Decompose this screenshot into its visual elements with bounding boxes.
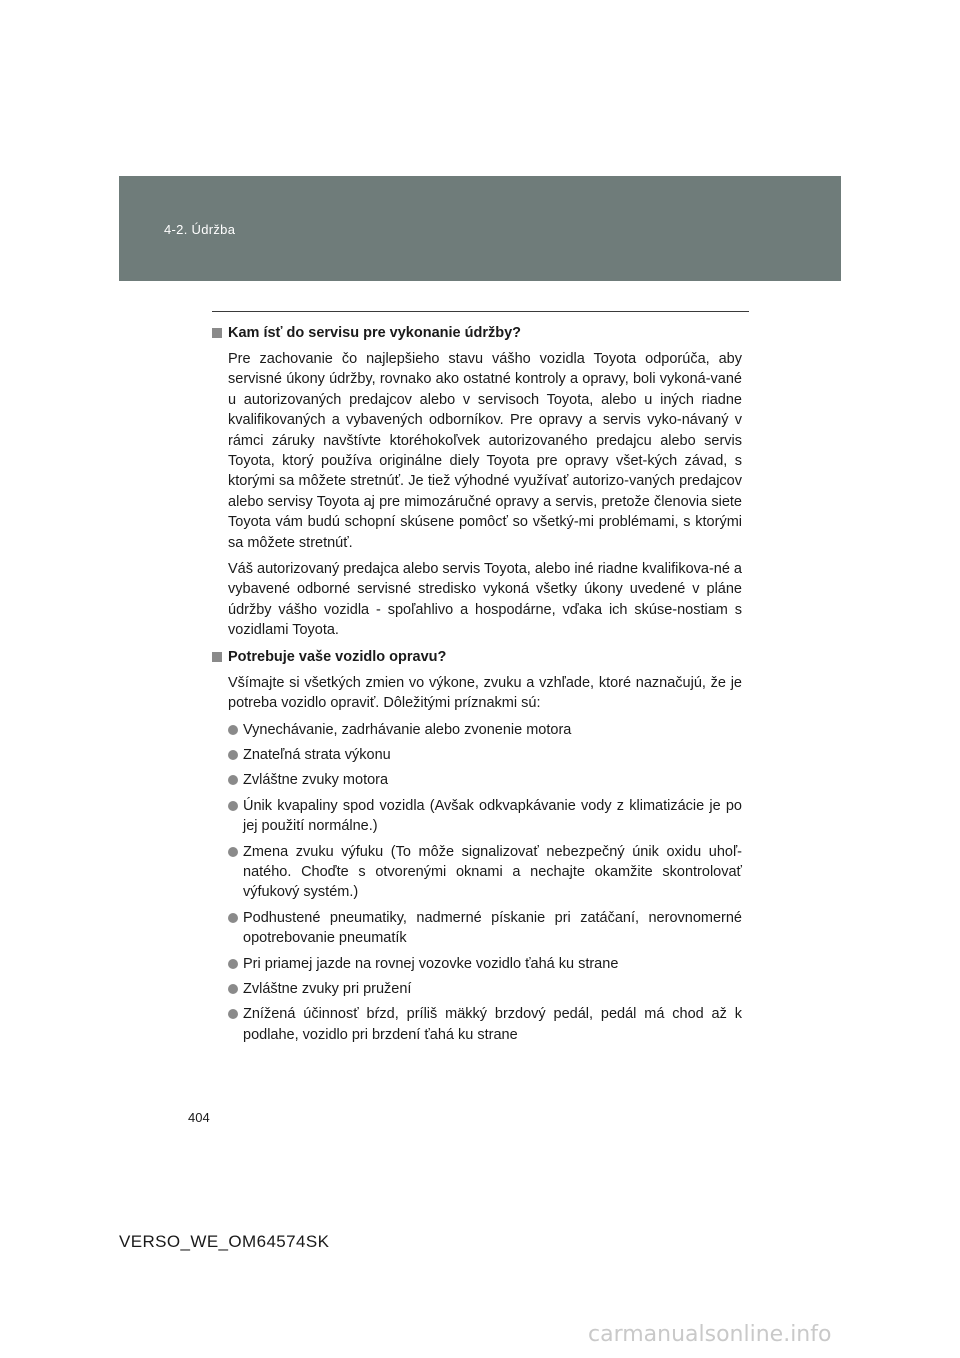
section-heading bbox=[212, 323, 742, 343]
circle-bullet-icon bbox=[228, 959, 238, 969]
list-item-text: Znížená účinnosť bŕzd, príliš mäkký brzdový pedál, pedál má chod až k podlahe, vozidlo pri brzdení ťahá ku strane bbox=[243, 1006, 742, 1043]
list-item bbox=[228, 954, 742, 974]
section-heading bbox=[212, 647, 742, 667]
circle-bullet-icon bbox=[228, 725, 238, 735]
list-item-text: Pri priamej jazde na rovnej vozovke vozidlo ťahá ku strane bbox=[243, 955, 619, 972]
list-item bbox=[228, 796, 742, 837]
list-item bbox=[228, 979, 742, 999]
list-item-text: Podhustené pneumatiky, nadmerné pískanie pri zatáčaní, nerovnomerné opotrebovanie pneumatík bbox=[243, 909, 742, 947]
list-item-text: Únik kvapaliny spod vozidla (Avšak odkvapkávanie vody z klimatizácie je po jej použití normálne.) bbox=[243, 797, 742, 835]
circle-bullet-icon bbox=[228, 1009, 238, 1019]
circle-bullet-icon bbox=[228, 775, 238, 785]
section-label: 4-2. Údržba bbox=[164, 222, 236, 237]
list-item-text: Vynechávanie, zadrhávanie alebo zvonenie motora bbox=[243, 721, 572, 738]
symptom-list bbox=[228, 720, 742, 1046]
circle-bullet-icon bbox=[228, 913, 238, 923]
square-bullet-icon bbox=[212, 328, 222, 338]
page-number: 404 bbox=[188, 1110, 210, 1125]
paragraph: Váš autorizovaný predajca alebo servis Toyota, alebo iné riadne kvalifikova-né a vybavené odborné servisné stredisko vykoná všetky úkony uvedené v pláne údržby vášho vozidla - spoľahlivo a hospodárne, vďaka ich skúse-nostiam s vozidlami Toyota. bbox=[228, 561, 742, 639]
circle-bullet-icon bbox=[228, 847, 238, 857]
list-item bbox=[228, 745, 742, 765]
circle-bullet-icon bbox=[228, 750, 238, 760]
list-item bbox=[228, 770, 742, 790]
list-item bbox=[228, 1004, 742, 1045]
square-bullet-icon bbox=[212, 652, 222, 662]
paragraph: Pre zachovanie čo najlepšieho stavu vášho vozidla Toyota odporúča, aby servisné úkony údržby, rovnako ako ostatné kontroly a opravy, boli vykoná-vané u autorizovaných predajcov alebo v servisoch Toyota, alebo u iných riadne kvalifikovaných a vybavených odborníkov. Pre opravy a servis vyko-návaný v rámci záruky navštívte ktoréhokoľvek autorizovaného predajcu alebo servis Toyota, ktorý používa originálne diely Toyota pre opravy všet-kých závad, s ktorými sa môžete stretnúť. Je tiež výhodné využívať autorizo-vaných predajcov alebo servisy Toyota aj pre mimozáručné opravy a servis, pretože členovia siete Toyota vám budú schopní skúsene pomôcť so všetký-mi problémami, s ktorými sa môžete stretnúť. bbox=[228, 351, 742, 551]
list-item bbox=[228, 720, 742, 740]
page-content bbox=[212, 323, 742, 1050]
list-item-text: Znateľná strata výkonu bbox=[243, 746, 391, 763]
section-heading-text: Kam ísť do servisu pre vykonanie údržby? bbox=[228, 325, 522, 341]
section-heading-text: Potrebuje vaše vozidlo opravu? bbox=[228, 648, 447, 665]
circle-bullet-icon bbox=[228, 984, 238, 994]
watermark-text: carmanualsonline.info bbox=[588, 1322, 832, 1347]
list-item bbox=[228, 908, 742, 949]
list-item bbox=[228, 842, 742, 903]
chapter-header-band bbox=[119, 176, 841, 281]
document-code: VERSO_WE_OM64574SK bbox=[119, 1232, 330, 1251]
list-item-text: Zmena zvuku výfuku (To môže signalizovať nebezpečný únik oxidu uhoľ-natého. Choďte s otvorenými oknami a nechajte okamžite skontrolovať výfukový systém.) bbox=[243, 843, 742, 901]
paragraph: Všímajte si všetkých zmien vo výkone, zvuku a vzhľade, ktoré naznačujú, že je potreba vozidlo opraviť. Dôležitými príznakmi sú: bbox=[228, 674, 742, 712]
list-item-text: Zvláštne zvuky motora bbox=[243, 772, 389, 789]
list-item-text: Zvláštne zvuky pri pružení bbox=[243, 980, 412, 997]
circle-bullet-icon bbox=[228, 801, 238, 811]
top-rule bbox=[212, 311, 749, 312]
